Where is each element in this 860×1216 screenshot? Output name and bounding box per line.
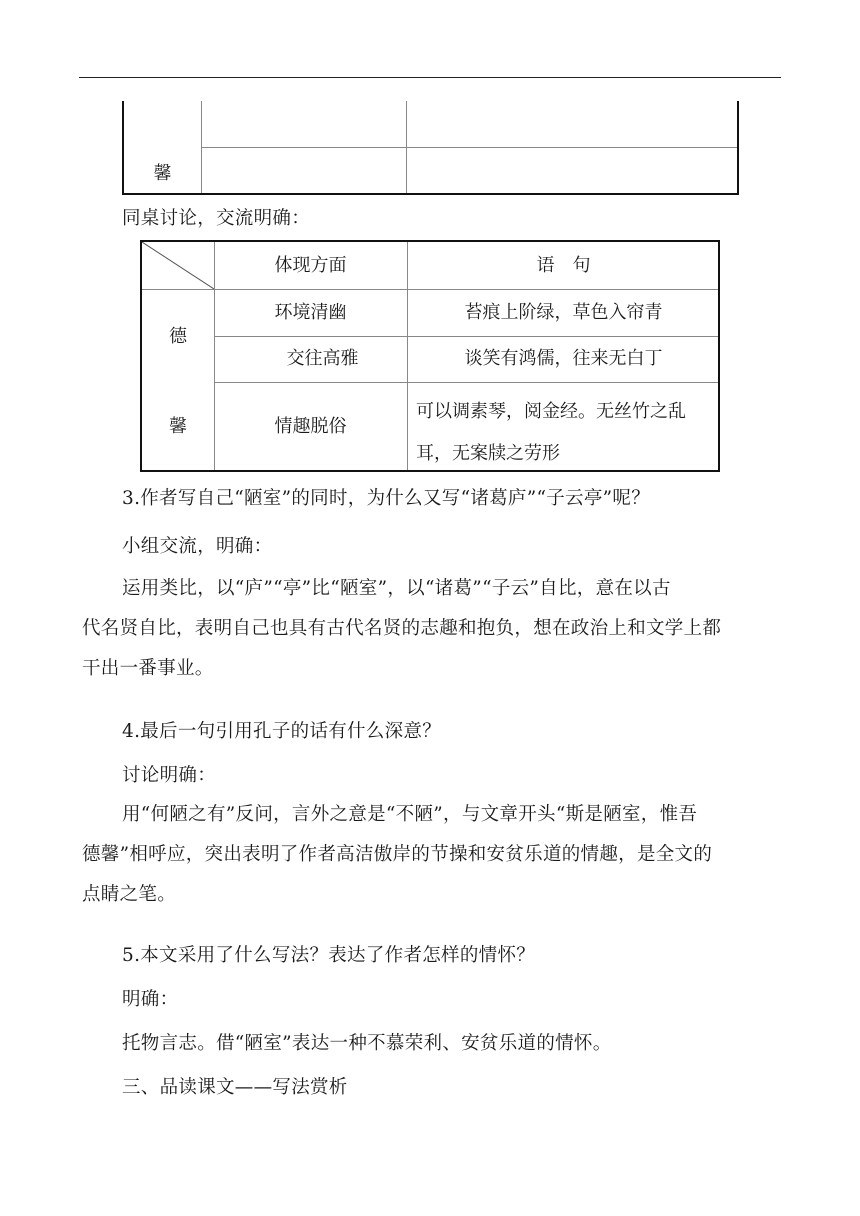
row3-aspect: 情趣脱俗: [274, 416, 347, 437]
answer-line: 干出一番事业。: [82, 658, 214, 679]
header-rule: [79, 77, 781, 78]
question-5: 5.本文采用了什么写法？表达了作者怎样的情怀？: [122, 945, 536, 966]
question-4-prompt: 讨论明确：: [122, 765, 217, 786]
question-3-prompt: 小组交流，明确：: [122, 536, 273, 557]
row1-aspect: 环境清幽: [274, 301, 347, 323]
question-5-answer: 托物言志。借“陋室”表达一种不慕荣利、安贫乐道的情怀。: [122, 1033, 612, 1054]
row1-sentence: 苔痕上阶绿，草色入帘青: [464, 301, 663, 323]
question-3-answer: [82, 569, 782, 689]
question-5-prompt: 明确：: [122, 989, 179, 1010]
answer-line: 德馨”相呼应，突出表明了作者高洁傲岸的节操和安贫乐道的情趣，是全文的: [82, 844, 713, 865]
row3-sentence-line1: 可以调素琴，阅金经。无丝竹之乱: [416, 401, 686, 422]
row3-sentence-line2: 耳，无案牍之劳形: [416, 443, 560, 464]
question-4: 4.最后一句引用孔子的话有什么深意？: [122, 721, 442, 742]
answer-line: 用“何陋之有”反问，言外之意是“不陋”，与文章开头“斯是陋室，惟吾: [122, 804, 698, 825]
answer-line: 点睛之笔。: [82, 884, 177, 905]
question-4-answer: [82, 795, 782, 915]
comparison-table: [140, 240, 720, 472]
row2-sentence: 谈笑有鸿儒，往来无白丁: [464, 348, 663, 369]
question-3: 3.作者写自己“陋室”的同时，为什么又写“诸葛庐”“子云亭”呢？: [122, 488, 650, 509]
diagonal-header-line: [142, 242, 214, 289]
row2-aspect: 交往高雅: [286, 348, 359, 369]
intro-text: 同桌讨论，交流明确：: [122, 208, 311, 229]
header-aspect: 体现方面: [274, 254, 347, 276]
row-group-char1: 德: [169, 326, 187, 347]
section-heading: 三、品读课文——写法赏析: [122, 1077, 348, 1098]
row-group-char2: 馨: [169, 416, 187, 437]
header-sentence: 语 句: [536, 254, 591, 276]
table1-row-label: 馨: [153, 163, 172, 184]
answer-line: 代名贤自比，表明自己也具有古代名贤的志趣和抱负，想在政治上和文学上都: [82, 618, 722, 639]
continued-table: [122, 101, 739, 195]
answer-line: 运用类比，以“庐”“亭”比“陋室”，以“诸葛”“子云”自比，意在以古: [122, 578, 671, 599]
